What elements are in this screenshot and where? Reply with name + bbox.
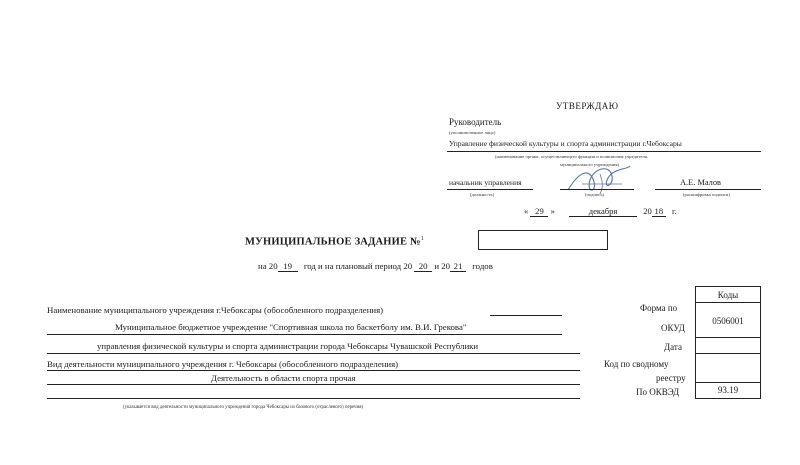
period-and: и 20 (434, 261, 451, 271)
period-year2: 20 (414, 261, 432, 272)
code-label-form: Форма по (640, 303, 678, 313)
code-label-registry-2: реестру (656, 373, 686, 383)
signer-line (655, 189, 761, 190)
institution-name: Муниципальное бюджетное учреждение "Спортивная школа по баскетболу им. В.И. Грекова" (115, 322, 467, 332)
institution-label-line (490, 315, 562, 316)
position-line (447, 189, 533, 190)
period-year3: 21 (450, 261, 466, 272)
organization-caption-1: (наименование органа, осуществляющего функции и полномочия учредителя, (495, 154, 648, 159)
organization-caption-2: муниципального учреждения) (560, 162, 619, 167)
code-value-date[interactable] (695, 337, 761, 354)
date-open-quote: « (524, 206, 529, 216)
position-caption: (должность) (470, 192, 495, 197)
code-label-okud: ОКУД (661, 323, 685, 333)
approval-title: УТВЕРЖДАЮ (556, 101, 619, 111)
approval-date (524, 206, 677, 217)
task-number-field[interactable] (478, 230, 608, 250)
task-title (245, 236, 424, 248)
code-label-registry-1: Код по сводному (604, 359, 669, 369)
period-middle: год и на плановый период 20 (303, 261, 413, 271)
code-value-okved[interactable]: 93.19 (695, 382, 761, 399)
activity-extra-line (47, 398, 580, 399)
activity-value: Деятельность в области спорта прочая (211, 373, 356, 383)
date-close-quote: » (550, 206, 555, 216)
date-month: декабря (569, 206, 637, 217)
code-label-date: Дата (664, 342, 682, 352)
period-line (258, 261, 493, 272)
signer-caption: (расшифровка подписи) (683, 192, 730, 197)
code-value-registry[interactable] (695, 353, 761, 383)
activity-value-line (47, 384, 580, 385)
activity-label-line (47, 370, 580, 371)
institution-dept: управления физической культуры и спорта администрации города Чебоксары Чувашской Республики (97, 341, 479, 351)
period-year1: 19 (278, 261, 298, 272)
period-suffix: годов (472, 261, 493, 271)
head-label: Руководитель (449, 117, 502, 127)
organization-line (447, 151, 761, 152)
institution-dept-line (47, 353, 580, 354)
date-year-unit: г. (671, 206, 677, 216)
institution-name-line (47, 334, 562, 335)
signature-caption: (подпись) (585, 192, 605, 197)
task-title-text: МУНИЦИПАЛЬНОЕ ЗАДАНИЕ № (245, 236, 421, 248)
signer-name: А.Е. Малов (680, 178, 722, 187)
codes-header: Коды (695, 286, 761, 303)
activity-caption: (указывается вид деятельности муниципального учреждения города Чебоксары из базового (отраслевого) перечня) (123, 405, 364, 410)
period-prefix: на 20 (258, 261, 278, 271)
activity-label: Вид деятельности муниципального учреждения г. Чебоксары (обособленного подразделения) (47, 359, 399, 369)
code-label-okved: По ОКВЭД (636, 387, 680, 397)
head-sublabel: (уполномоченное лицо) (449, 130, 496, 135)
date-year-suffix: 18 (652, 206, 666, 217)
date-day: 29 (530, 206, 548, 217)
organization-name: Управление физической культуры и спорта администрации г.Чебоксары (449, 139, 682, 148)
task-footnote-mark: 1 (420, 236, 425, 242)
signature-line (560, 189, 634, 190)
position-value: начальник управления (449, 178, 522, 187)
code-value-okud[interactable]: 0506001 (695, 302, 761, 338)
date-year-prefix: 20 (643, 206, 652, 216)
institution-label: Наименование муниципального учреждения г.Чебоксары (обособленного подразделения) (47, 305, 384, 315)
